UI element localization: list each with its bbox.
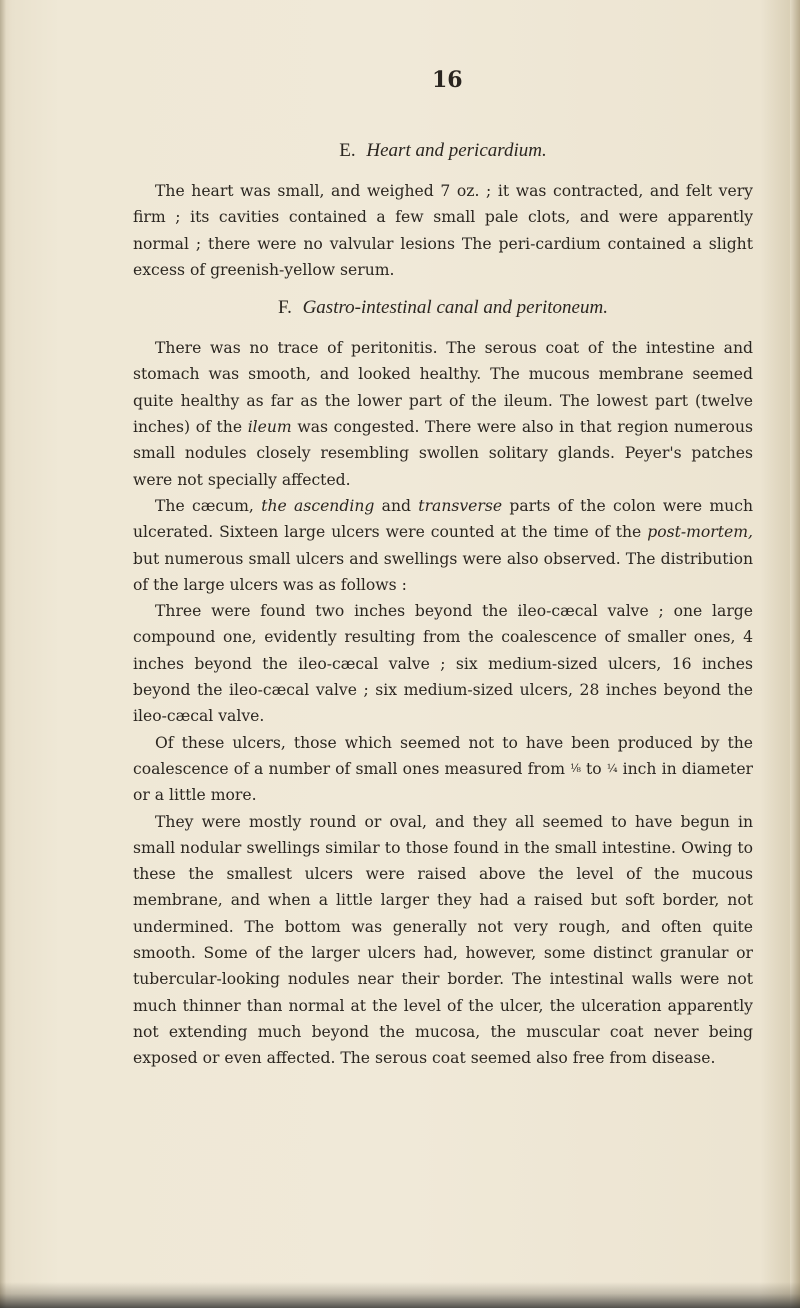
p2-end: but numerous small ulcers and swellings were also observed. The distribution of the large ulcers was as follows : xyxy=(133,549,753,594)
section-e-title: Heart and pericardium. xyxy=(366,140,547,161)
section-e-heading xyxy=(133,138,753,164)
p2-italic-3: post-mortem, xyxy=(647,523,753,542)
section-f-heading xyxy=(133,295,753,321)
page-number: 16 xyxy=(432,67,463,93)
p4-end: inch in diameter or a little more. xyxy=(133,759,754,805)
page-left-edge xyxy=(0,0,6,1308)
page-content xyxy=(133,138,753,1072)
p2-mid: parts of the colon were much ulcerated. Sixteen large ulcers were counted at the time of the xyxy=(133,496,754,542)
p1-italic: ileum xyxy=(247,418,292,437)
p4-fraction-2: ¼ xyxy=(606,761,618,775)
p1-end: was congested. There were also in that region numerous small nodules closely resembling swollen solitary glands. Peyer's patches were not specially affected. xyxy=(133,418,753,489)
section-e-letter: E. xyxy=(339,140,356,161)
p1-text: There was no trace of peritonitis. The serous coat of the intestine and stomach was smooth, and looked healthy. The mucous membrane seemed quite healthy as far as the lower part of the ileum. The lowest part (twelve inches) of the xyxy=(133,339,753,437)
section-e-paragraph: The heart was small, and weighed 7 oz. ; it was contracted, and felt very firm ; its cavities contained a few small pale clots, and were apparently normal ; there were no valvular lesions The peri-cardium contained a slight excess of greenish-yellow serum. xyxy=(133,182,753,279)
p4-to: to xyxy=(586,759,602,778)
p2-and: and xyxy=(381,496,411,515)
section-f-paragraph-2 xyxy=(133,493,753,598)
section-f-paragraph-5: They were mostly round or oval, and they all seemed to have begun in small nodular swellings similar to those found in the small intestine. Owing to these the smallest ulcers were raised above the level of the mucous membrane, and when a little larger they had a raised but soft border, not undermined. The bottom was generally not very rough, and often quite smooth. Some of the larger ulcers had, however, some distinct granular or tubercular-looking nodules near their border. The intestinal walls were not much thinner than normal at the level of the ulcer, the ulceration apparently not extending much beyond the mucosa, the muscular coat never being exposed or even affected. The serous coat seemed also free from disease. xyxy=(133,812,753,1068)
p2-italic-1: the ascending xyxy=(261,496,375,515)
p4-start: Of these ulcers, those which seemed not to have been produced by the coalescence of a number of small ones measured from xyxy=(133,733,753,778)
p4-fraction-1: ⅛ xyxy=(570,761,581,775)
p2-start: The cæcum, xyxy=(155,496,254,515)
p2-italic-2: transverse xyxy=(418,496,503,515)
section-f-paragraph-4 xyxy=(133,730,753,809)
page-bottom-shadow xyxy=(0,1282,800,1308)
section-f-paragraph-3: Three were found two inches beyond the ileo-cæcal valve ; one large compound one, evidently resulting from the coalescence of smaller ones, 4 inches beyond the ileo-cæcal valve ; six medium-sized ulcers, 16 inches beyond the ileo-cæcal valve ; six medium-sized ulcers, 28 inches beyond the ileo-cæcal valve. xyxy=(133,602,753,726)
page-right-edge xyxy=(790,0,800,1308)
section-f-paragraph-1 xyxy=(133,335,753,493)
section-f-title: Gastro-intestinal canal and peritoneum. xyxy=(302,297,608,319)
section-f-letter: F. xyxy=(278,297,292,319)
